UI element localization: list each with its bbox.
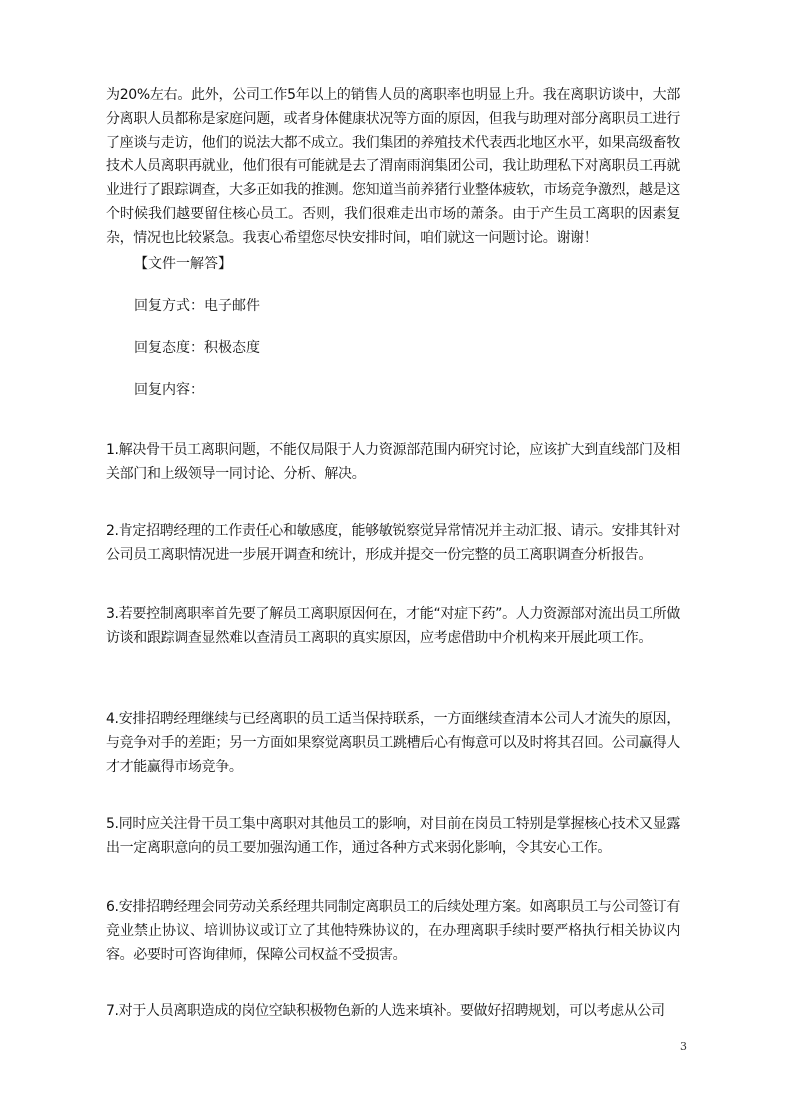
answer-heading: 【文件一解答】 — [134, 256, 232, 272]
list-item: 4.安排招聘经理继续与已经离职的员工适当保持联系，一方面继续查清本公司人才流失的原因，与竞争对手的差距；另一方面如果察觉离职员工跳槽后心有悔意可以及时将其召回。公司赢得人才才能赢得市场竞争。 — [106, 711, 680, 775]
intro-paragraph: 为20%左右。此外，公司工作5年以上的销售人员的离职率也明显上升。我在离职访谈中，大部分离职人员都称是家庭问题，或者身体健康状况等方面的原因，但我与助理对部分离职员工进行了座谈与走访，他们的说法大都不成立。我们集团的养殖技术代表西北地区水平，如果高级畜牧技术人员离职再就业，他们很有可能就是去了渭南雨润集团公司，我让助理私下对离职员工再就业进行了跟踪调查，大多正如我的推测。您知道当前养猪行业整体疲软，市场竞争激烈，越是这个时候我们越要留住核心员工。否则，我们很难走出市场的萧条。由于产生员工离职的因素复杂，情况也比较紧急。我衷心希望您尽快安排时间，咱们就这一问题讨论。谢谢！ — [106, 87, 680, 246]
list-item: 1.解决骨干员工离职问题，不能仅局限于人力资源部范围内研究讨论，应该扩大到直线部门及相关部门和上级领导一同讨论、分析、解决。 — [106, 442, 680, 482]
reply-content-label: 回复内容： — [134, 382, 204, 398]
reply-method: 回复方式：电子邮件 — [134, 298, 260, 314]
list-item: 2.肯定招聘经理的工作责任心和敏感度，能够敏锐察觉异常情况并主动汇报、请示。安排其针对公司员工离职情况进一步展开调查和统计，形成并提交一份完整的员工离职调查分析报告。 — [106, 523, 680, 563]
reply-attitude: 回复态度：积极态度 — [134, 340, 260, 356]
list-item: 3.若要控制离职率首先要了解员工离职原因何在，才能“对症下药”。人力资源部对流出员工所做访谈和跟踪调查显然难以查清员工离职的真实原因，应考虑借助中介机构来开展此项工作。 — [106, 606, 680, 646]
list-item: 7.对于人员离职造成的岗位空缺积极物色新的人选来填补。要做好招聘规划，可以考虑从公司 — [106, 1003, 665, 1019]
list-item: 6.安排招聘经理会同劳动关系经理共同制定离职员工的后续处理方案。如离职员工与公司签订有竞业禁止协议、培训协议或订立了其他特殊协议的，在办理离职手续时要严格执行相关协议内容。必要时可咨询律师，保障公司权益不受损害。 — [106, 899, 680, 963]
page-number: 3 — [680, 1040, 687, 1053]
list-item: 5.同时应关注骨干员工集中离职对其他员工的影响，对目前在岗员工特别是掌握核心技术又显露出一定离职意向的员工要加强沟通工作，通过各种方式来弱化影响，令其安心工作。 — [106, 816, 680, 856]
